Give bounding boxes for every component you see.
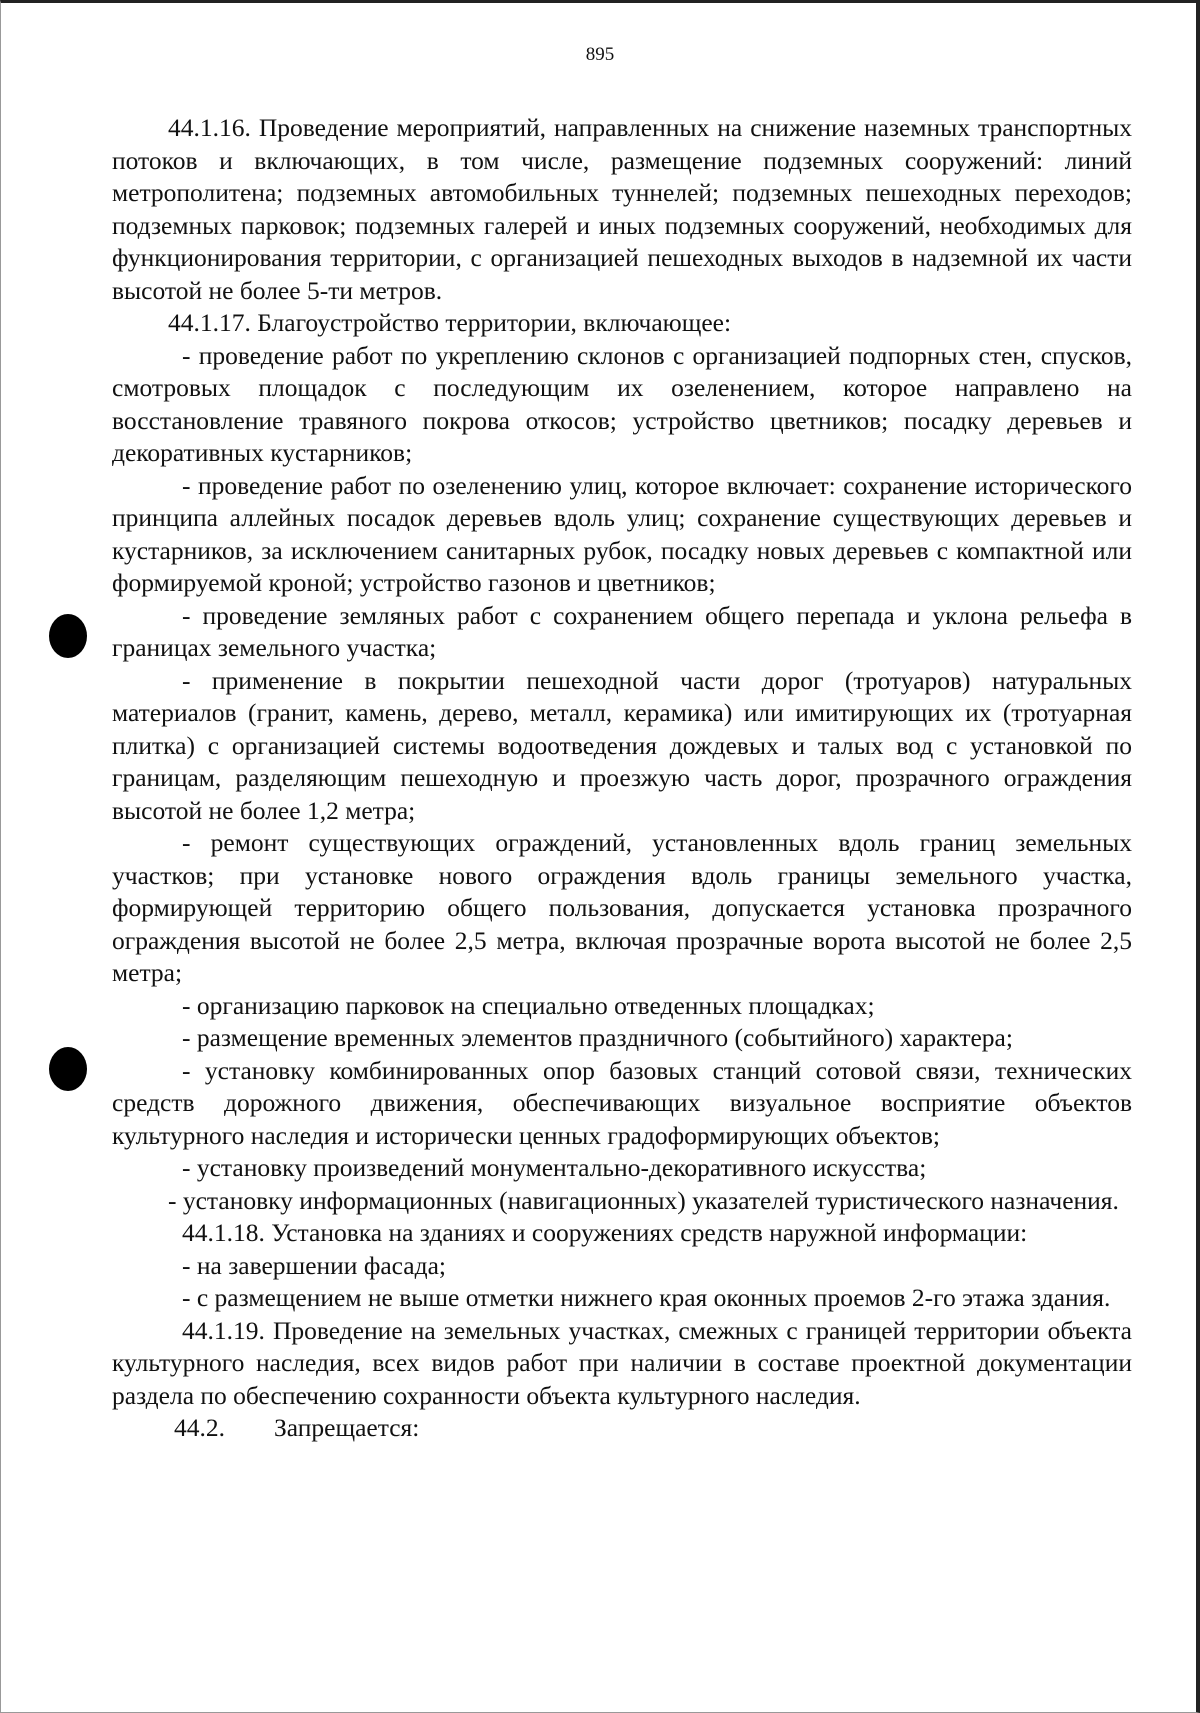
page-number: 895	[585, 44, 615, 65]
list-item-combined-poles: - установку комбинированных опор базовых станций сотовой связи, технических средств дорожного движения, обеспечивающих визуальное восприятие объектов культурного наследия и исторически ценных градоформирующих объектов;	[112, 1055, 1132, 1150]
punch-hole-mark	[49, 614, 87, 658]
list-item-earthworks: - проведение земляных работ с сохранением общего перепада и уклона рельефа в границах земельного участка;	[112, 600, 1132, 662]
paragraph-44-1-16: 44.1.16. Проведение мероприятий, направленных на снижение наземных транспортных потоков и включающих, в том числе, размещение подземных сооружений: линий метрополитена; подземных автомобильных туннелей; подземных пешеходных переходов; подземных парковок; подземных галерей и иных подземных сооружений, необходимых для функционирования территории, с организацией пешеходных выходов в надземной их части высотой не более 5-ти метров.	[112, 113, 1132, 305]
list-item-info-signs: - установку информационных (навигационных) указателей туристического назначения.	[168, 1185, 1119, 1215]
document-body	[112, 112, 1132, 1445]
paragraph-44-1-18: 44.1.18. Установка на зданиях и сооружениях средств наружной информации:	[182, 1218, 1028, 1247]
paragraph-44-1-19: 44.1.19. Проведение на земельных участках, смежных с границей территории объекта культурного наследия, всех видов работ при наличии в составе проектной документации раздела по обеспечению сохранности объекта культурного наследия.	[112, 1315, 1132, 1410]
list-item-below-windows: - с размещением не выше отметки нижнего края оконных проемов 2-го этажа здания.	[182, 1283, 1111, 1312]
paragraph-44-1-17: 44.1.17. Благоустройство территории, включающее:	[168, 308, 732, 337]
list-item-pavement: - применение в покрытии пешеходной части дорог (тротуаров) натуральных материалов (гранит, камень, дерево, металл, керамика) или имитирующих их (тротуарная плитка) с организацией системы водоотведения дождевых и талых вод с установкой по границам, разделяющим пешеходную и проезжую часть дорог, прозрачного ограждения высотой не более 1,2 метра;	[112, 665, 1132, 825]
punch-hole-mark	[49, 1047, 87, 1091]
list-item-facade-top: - на завершении фасада;	[182, 1250, 446, 1280]
list-item-monumental-art: - установку произведений монументально-декоративного искусства;	[182, 1153, 927, 1182]
list-item-fences: - ремонт существующих ограждений, установленных вдоль границ земельных участков; при установке нового ограждения вдоль границы земельного участка, формирующей территорию общего пользования, допускается установка прозрачного ограждения высотой не более 2,5 метра, включая прозрачные ворота высотой не более 2,5 метра;	[112, 828, 1132, 987]
list-item-slopes: - проведение работ по укреплению склонов с организацией подпорных стен, спусков, смотровых площадок с последующим их озеленением, которое направлено на восстановление травяного покрова откосов; устройство цветников; посадку деревьев и декоративных кустарников;	[112, 340, 1132, 467]
list-item-festive-elements: - размещение временных элементов праздничного (событийного) характера;	[182, 1023, 1013, 1052]
section-number: 44.2.	[174, 1413, 225, 1442]
section-heading-44-2	[112, 1412, 1132, 1445]
list-item-parking: - организацию парковок на специально отведенных площадках;	[182, 990, 875, 1020]
list-item-street-greening: - проведение работ по озеленению улиц, которое включает: сохранение исторического принципа аллейных посадок деревьев вдоль улиц; сохранение существующих деревьев и кустарников, за исключением санитарных рубок, посадку новых деревьев с компактной или формируемой кроной; устройство газонов и цветников;	[112, 470, 1132, 597]
section-title: Запрещается:	[274, 1413, 420, 1442]
